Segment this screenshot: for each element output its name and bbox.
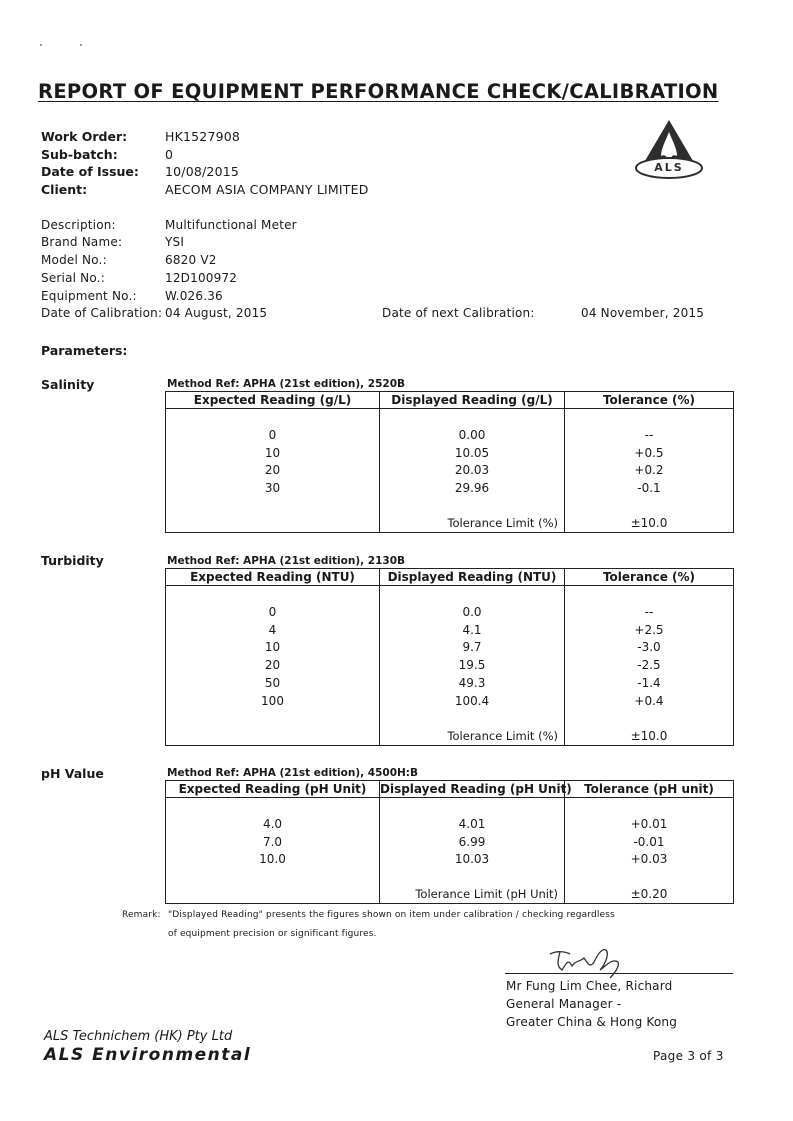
table-row	[166, 833, 734, 851]
column-header: Tolerance (pH unit)	[565, 781, 734, 798]
ph-heading: pH Value	[41, 766, 104, 781]
tolerance-limit-value: ±10.0	[565, 514, 734, 532]
turbidity-method: Method Ref: APHA (21st edition), 2130B	[167, 555, 406, 567]
salinity-method: Method Ref: APHA (21st edition), 2520B	[167, 378, 406, 390]
column-header: Expected Reading (g/L)	[166, 392, 380, 409]
column-header: Tolerance (%)	[565, 569, 734, 586]
sub-batch-label: Sub-batch:	[41, 147, 118, 162]
next-calibration-label: Date of next Calibration:	[382, 306, 535, 320]
signature	[540, 940, 630, 980]
tolerance-cell: +0.03	[565, 851, 734, 869]
table-row	[166, 674, 734, 692]
expected-cell: 7.0	[166, 833, 380, 851]
table-row	[166, 462, 734, 480]
model-value: 6820 V2	[165, 253, 217, 267]
work-order-label: Work Order:	[41, 129, 128, 144]
salinity-table	[165, 391, 734, 533]
signature-scribble	[540, 940, 630, 980]
column-header: Displayed Reading (g/L)	[380, 392, 565, 409]
page-number: Page 3 of 3	[653, 1049, 724, 1063]
table-row	[166, 639, 734, 657]
ph-table	[165, 780, 734, 904]
displayed-cell: 0.0	[380, 603, 565, 621]
equipment-no-value: W.026.36	[165, 289, 223, 303]
model-label: Model No.:	[41, 253, 107, 267]
tolerance-limit-value: ±0.20	[565, 885, 734, 903]
client-value: AECOM ASIA COMPANY LIMITED	[165, 182, 369, 197]
sub-batch-value: 0	[165, 147, 174, 162]
remark-label: Remark:	[122, 910, 161, 920]
expected-cell: 10.0	[166, 851, 380, 869]
displayed-cell: 49.3	[380, 674, 565, 692]
expected-cell: 50	[166, 674, 380, 692]
table-row	[166, 851, 734, 869]
expected-cell: 4.0	[166, 815, 380, 833]
tolerance-cell: -2.5	[565, 656, 734, 674]
description-label: Description:	[41, 218, 116, 232]
issue-date-label: Date of Issue:	[41, 164, 139, 179]
table-row	[166, 444, 734, 462]
report-title: REPORT OF EQUIPMENT PERFORMANCE CHECK/CALIBRATION	[38, 80, 719, 103]
tolerance-cell: +0.01	[565, 815, 734, 833]
tolerance-cell: --	[565, 426, 734, 444]
displayed-cell: 19.5	[380, 656, 565, 674]
als-logo	[634, 118, 704, 180]
client-label: Client:	[41, 182, 88, 197]
displayed-cell: 9.7	[380, 639, 565, 657]
tolerance-limit-label: Tolerance Limit (pH Unit)	[380, 885, 565, 903]
logo-text: ALS	[654, 161, 684, 174]
serial-label: Serial No.:	[41, 271, 105, 285]
calibration-date-value: 04 August, 2015	[165, 306, 268, 320]
turbidity-table	[165, 568, 734, 746]
displayed-cell: 4.1	[380, 621, 565, 639]
turbidity-heading: Turbidity	[41, 553, 104, 568]
table-row	[166, 815, 734, 833]
parameters-heading: Parameters:	[41, 343, 128, 358]
work-order-value: HK1527908	[165, 129, 241, 144]
tolerance-limit-row	[166, 727, 734, 745]
footer-company: ALS Technichem (HK) Pty Ltd	[44, 1029, 233, 1044]
scan-speck	[40, 44, 42, 46]
table-row	[166, 426, 734, 444]
expected-cell: 20	[166, 656, 380, 674]
ph-method: Method Ref: APHA (21st edition), 4500H:B	[167, 767, 419, 779]
tolerance-limit-row	[166, 514, 734, 532]
displayed-cell: 10.03	[380, 851, 565, 869]
table-row	[166, 479, 734, 497]
expected-cell: 100	[166, 692, 380, 710]
signatory-name: Mr Fung Lim Chee, Richard	[506, 979, 673, 993]
tolerance-cell: +0.4	[565, 692, 734, 710]
tolerance-cell: -0.1	[565, 479, 734, 497]
expected-cell: 0	[166, 426, 380, 444]
table-row	[166, 656, 734, 674]
expected-cell: 20	[166, 462, 380, 480]
table-row	[166, 692, 734, 710]
signatory-title: General Manager -	[506, 997, 622, 1011]
salinity-heading: Salinity	[41, 377, 95, 392]
tolerance-cell: -3.0	[565, 639, 734, 657]
tolerance-cell: +2.5	[565, 621, 734, 639]
table-row	[166, 621, 734, 639]
tolerance-cell: --	[565, 603, 734, 621]
displayed-cell: 29.96	[380, 479, 565, 497]
displayed-cell: 10.05	[380, 444, 565, 462]
brand-value: YSI	[165, 235, 185, 249]
expected-cell: 4	[166, 621, 380, 639]
remark-line-2: of equipment precision or significant figures.	[168, 929, 377, 939]
next-calibration-value: 04 November, 2015	[581, 306, 705, 320]
column-header: Expected Reading (NTU)	[166, 569, 380, 586]
table-row	[166, 603, 734, 621]
expected-cell: 30	[166, 479, 380, 497]
tolerance-cell: +0.2	[565, 462, 734, 480]
column-header: Displayed Reading (pH Unit)	[380, 782, 572, 796]
tolerance-cell: -1.4	[565, 674, 734, 692]
calibration-date-label: Date of Calibration:	[41, 306, 163, 320]
displayed-cell: 100.4	[380, 692, 565, 710]
expected-cell: 0	[166, 603, 380, 621]
tolerance-limit-row	[166, 885, 734, 903]
expected-cell: 10	[166, 639, 380, 657]
remark-line-1: "Displayed Reading" presents the figures shown on item under calibration / checking regardless	[168, 910, 615, 920]
tolerance-limit-label: Tolerance Limit (%)	[380, 727, 565, 745]
scan-speck	[80, 44, 82, 46]
displayed-cell: 0.00	[380, 426, 565, 444]
column-header: Expected Reading (pH Unit)	[166, 781, 380, 798]
column-header: Tolerance (%)	[565, 392, 734, 409]
equipment-no-label: Equipment No.:	[41, 289, 137, 303]
tolerance-limit-value: ±10.0	[565, 727, 734, 745]
tolerance-limit-label: Tolerance Limit (%)	[380, 514, 565, 532]
issue-date-value: 10/08/2015	[165, 164, 240, 179]
displayed-cell: 6.99	[380, 833, 565, 851]
displayed-cell: 20.03	[380, 462, 565, 480]
footer-brand: ALS Environmental	[44, 1045, 252, 1065]
tolerance-cell: +0.5	[565, 444, 734, 462]
displayed-cell: 4.01	[380, 815, 565, 833]
signature-line	[505, 973, 733, 974]
signatory-region: Greater China & Hong Kong	[506, 1015, 678, 1029]
brand-label: Brand Name:	[41, 235, 123, 249]
tolerance-cell: -0.01	[565, 833, 734, 851]
column-header: Displayed Reading (NTU)	[380, 569, 565, 586]
serial-value: 12D100972	[165, 271, 238, 285]
expected-cell: 10	[166, 444, 380, 462]
description-value: Multifunctional Meter	[165, 218, 297, 232]
